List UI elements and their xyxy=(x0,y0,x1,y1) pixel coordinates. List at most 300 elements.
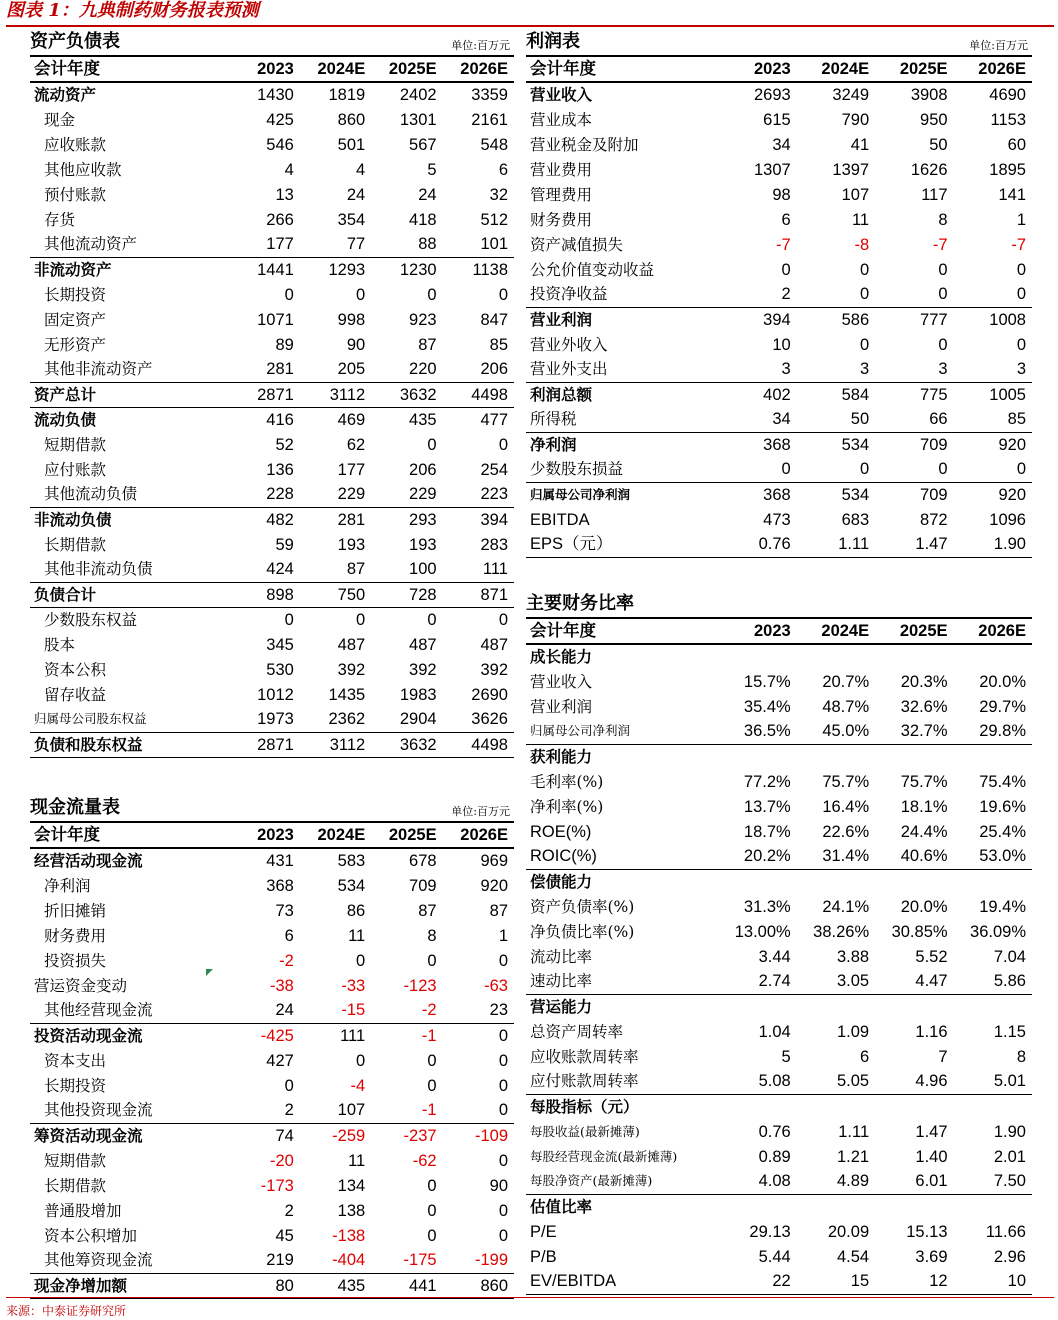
cash_flow-cell: -138 xyxy=(332,1226,366,1245)
ratios-cell xyxy=(875,1194,953,1219)
ratios-cell: 2.01 xyxy=(993,1147,1026,1166)
income_statement-year-1: 2024E xyxy=(797,56,875,82)
balance_sheet-cell: 392 xyxy=(480,660,508,679)
ratios-row-label: 每股收益(最新摊薄) xyxy=(530,1123,640,1139)
ratios-row-label: ROE(%) xyxy=(530,822,592,841)
ratios-cell xyxy=(718,1094,796,1119)
cash-flow-panel xyxy=(30,795,514,1299)
income_statement-cell: 683 xyxy=(841,510,870,529)
balance_sheet-cell: 0 xyxy=(284,285,294,304)
balance_sheet-cell: 424 xyxy=(228,557,299,582)
ratios-cell: 1.90 xyxy=(993,1122,1026,1141)
balance_sheet-year-1: 2024E xyxy=(300,56,371,82)
ratios-row xyxy=(526,694,1032,719)
balance-sheet-table xyxy=(30,55,514,758)
income_statement-row xyxy=(526,382,1032,407)
cash_flow-cell: 8 xyxy=(427,926,437,945)
ratios-row-label: 成长能力 xyxy=(530,647,593,666)
balance_sheet-cell: 548 xyxy=(480,135,508,154)
cash_flow-row xyxy=(30,1198,514,1223)
income_statement-cell: 1153 xyxy=(990,110,1026,129)
balance_sheet-row-label: 负债和股东权益 xyxy=(30,732,228,757)
balance_sheet-row-label: 其他流动资产 xyxy=(30,232,228,257)
ratios-cell: 24.4% xyxy=(900,822,948,841)
balance_sheet-cell: 0 xyxy=(498,435,508,454)
cash_flow-cell: -1 xyxy=(371,1098,442,1123)
cash_flow-cell: 87 xyxy=(418,901,437,920)
income_statement-row-label: 所得税 xyxy=(526,407,718,432)
income_statement-cell: 141 xyxy=(998,185,1026,204)
ratios-cell xyxy=(718,869,796,894)
cash_flow-cell: 0 xyxy=(498,1226,508,1245)
income_statement-row xyxy=(526,82,1032,107)
cash_flow-cell: -175 xyxy=(371,1248,442,1273)
ratios-row-label: 营运能力 xyxy=(530,996,593,1016)
ratios-row-label: P/B xyxy=(530,1247,557,1266)
cash-flow-title: 现金流量表 xyxy=(30,797,120,818)
income_statement-cell: 3 xyxy=(718,357,796,382)
income_statement-row-label: 营业费用 xyxy=(530,160,593,179)
balance_sheet-row xyxy=(30,207,514,232)
balance_sheet-cell: 4 xyxy=(356,160,366,179)
income_statement-cell: 34 xyxy=(718,407,796,432)
ratios-row xyxy=(526,1019,1032,1044)
ratios-row-label: 速动比率 xyxy=(526,969,718,994)
ratios-row xyxy=(526,744,1032,769)
balance_sheet-cell: 101 xyxy=(443,232,514,257)
balance_sheet-cell: 0 xyxy=(356,610,366,629)
balance_sheet-cell: 281 xyxy=(228,357,299,382)
cash_flow-row-label: 财务费用 xyxy=(44,926,107,945)
balance_sheet-row-label: 资产总计 xyxy=(30,382,228,407)
ratios-cell xyxy=(875,994,953,1019)
balance_sheet-cell: 85 xyxy=(489,335,508,354)
ratios-cell: 25.4% xyxy=(979,822,1026,841)
cash_flow-cell: 90 xyxy=(489,1176,508,1195)
income_statement-cell: -7 xyxy=(776,235,791,254)
cash_flow-row xyxy=(30,1073,514,1098)
ratios-row xyxy=(526,844,1032,869)
balance_sheet-cell: 860 xyxy=(337,110,366,129)
cash_flow-cell: 427 xyxy=(266,1051,294,1070)
balance_sheet-cell: 24 xyxy=(346,185,366,204)
ratios-cell: 3.05 xyxy=(797,969,875,994)
ratios-cell: 20.0% xyxy=(979,672,1026,691)
ratios-header-label: 会计年度 xyxy=(526,618,718,644)
balance_sheet-cell: 100 xyxy=(371,557,442,582)
ratios-row-label: 获利能力 xyxy=(530,746,593,766)
income_statement-cell: 586 xyxy=(841,310,870,329)
income_statement-cell: 872 xyxy=(920,510,948,529)
balance_sheet-cell: 477 xyxy=(480,410,508,429)
ratios-cell xyxy=(954,644,1032,669)
balance_sheet-row xyxy=(30,82,514,107)
income_statement-row-label: 营业收入 xyxy=(530,85,593,104)
balance_sheet-row xyxy=(30,382,514,407)
ratios-cell: 18.7% xyxy=(743,822,791,841)
cash_flow-row-label: 折旧摊销 xyxy=(44,901,107,920)
income_statement-cell: 402 xyxy=(763,385,791,404)
comment-marker-icon xyxy=(206,969,213,976)
income_statement-row-label: 财务费用 xyxy=(530,210,593,229)
cash_flow-cell: -15 xyxy=(300,998,371,1023)
income_statement-cell: 2 xyxy=(718,282,796,307)
ratios-cell: 3.88 xyxy=(837,947,870,966)
cash_flow-cell: 0 xyxy=(427,1201,437,1220)
cash_flow-cell: -109 xyxy=(474,1126,508,1145)
bottom-rule xyxy=(6,1297,1054,1298)
cash_flow-cell: 920 xyxy=(480,876,508,895)
ratios-row-label: 资产负债率(%) xyxy=(530,897,635,916)
balance_sheet-row-label: 负债合计 xyxy=(30,582,228,607)
balance_sheet-row xyxy=(30,357,514,382)
cash_flow-cell: 0 xyxy=(427,1051,437,1070)
ratios-cell: 5.52 xyxy=(915,947,948,966)
cash_flow-row-label: 短期借款 xyxy=(44,1151,107,1170)
income_statement-cell: 0 xyxy=(718,457,796,482)
income_statement-row xyxy=(526,232,1032,257)
cash_flow-cell: 678 xyxy=(409,852,437,870)
income_statement-year-2: 2025E xyxy=(875,56,953,82)
income_statement-cell: 0 xyxy=(954,282,1032,307)
cash_flow-row xyxy=(30,923,514,948)
cash_flow-cell: 134 xyxy=(337,1176,366,1195)
ratios-cell: 15 xyxy=(797,1269,875,1294)
ratios-cell: 4.89 xyxy=(797,1169,875,1194)
income_statement-header-label: 会计年度 xyxy=(526,56,718,82)
ratios-year-0: 2023 xyxy=(718,618,796,644)
income_statement-cell: 615 xyxy=(763,110,791,129)
balance_sheet-cell: 229 xyxy=(300,482,371,507)
ratios-cell: 1.11 xyxy=(838,1122,870,1141)
income_statement-cell: 117 xyxy=(921,185,948,204)
ratios-cell xyxy=(954,1194,1032,1219)
balance_sheet-cell: 728 xyxy=(371,582,442,607)
ratios-cell: 24.1% xyxy=(822,897,870,916)
cash_flow-cell: 1 xyxy=(498,926,508,945)
income-statement-table xyxy=(526,55,1032,558)
income_statement-cell: 8 xyxy=(938,210,948,229)
ratios-cell: 45.0% xyxy=(797,719,875,744)
income_statement-row-label: 净利润 xyxy=(530,434,577,454)
cash_flow-row-label: 资本公积增加 xyxy=(44,1226,138,1245)
cash_flow-cell: -425 xyxy=(260,1026,294,1045)
ratios-row-label: 应收账款周转率 xyxy=(530,1047,639,1066)
ratios-cell xyxy=(797,744,875,769)
cash_flow-year-0: 2023 xyxy=(228,822,299,848)
income_statement-cell: 0 xyxy=(938,260,948,279)
income_statement-cell: 107 xyxy=(841,185,870,204)
ratios-cell: 4.96 xyxy=(875,1069,953,1094)
balance_sheet-cell: 2362 xyxy=(300,707,371,732)
income_statement-cell: 50 xyxy=(929,135,948,154)
balance_sheet-cell: 77 xyxy=(300,232,371,257)
income_statement-cell: 0 xyxy=(875,457,953,482)
balance_sheet-row-label: 现金 xyxy=(44,110,76,129)
balance_sheet-cell: 2871 xyxy=(228,382,299,407)
income_statement-cell: 41 xyxy=(850,135,870,154)
balance_sheet-row xyxy=(30,582,514,607)
balance_sheet-cell: 3632 xyxy=(371,732,442,757)
balance_sheet-row xyxy=(30,482,514,507)
ratios-cell: 32.7% xyxy=(875,719,953,744)
ratios-cell: 1.47 xyxy=(915,1122,948,1141)
balance_sheet-cell: 0 xyxy=(356,285,366,304)
balance_sheet-cell: 416 xyxy=(266,410,294,429)
balance_sheet-row-label: 应付账款 xyxy=(44,460,107,479)
income-statement-panel xyxy=(526,29,1032,558)
ratios-table xyxy=(526,617,1032,1295)
ratios-cell: 13.00% xyxy=(734,922,791,941)
balance_sheet-cell: 59 xyxy=(275,535,294,554)
ratios-row-label: 归属母公司净利润 xyxy=(526,719,718,744)
balance_sheet-row-label: 留存收益 xyxy=(44,685,107,704)
balance_sheet-cell: 0 xyxy=(427,285,437,304)
ratios-cell: 0.76 xyxy=(758,1122,791,1141)
balance_sheet-row xyxy=(30,557,514,582)
ratios-cell: 15.13 xyxy=(906,1222,948,1241)
cash_flow-row-label: 投资损失 xyxy=(44,951,107,970)
ratios-cell: 38.26% xyxy=(813,922,870,941)
balance_sheet-row-label: 预付账款 xyxy=(44,185,107,204)
cash_flow-cell: -20 xyxy=(269,1151,294,1170)
income_statement-cell: 368 xyxy=(763,435,791,454)
income_statement-cell: 1005 xyxy=(989,385,1026,404)
income_statement-cell: 584 xyxy=(841,385,870,404)
cash_flow-cell: 435 xyxy=(300,1273,371,1298)
ratios-cell xyxy=(954,869,1032,894)
balance_sheet-cell: 5 xyxy=(427,160,437,179)
cash_flow-row xyxy=(30,1098,514,1123)
cash_flow-cell: 86 xyxy=(346,901,366,920)
ratios-cell: 40.6% xyxy=(875,844,953,869)
balance_sheet-cell: 0 xyxy=(427,610,437,629)
income_statement-cell: 66 xyxy=(875,407,953,432)
income_statement-cell: 0 xyxy=(938,335,948,354)
cash_flow-cell: 0 xyxy=(498,1051,508,1070)
ratios-cell xyxy=(797,869,875,894)
income_statement-cell: 0.76 xyxy=(718,532,796,557)
cash_flow-cell: 0 xyxy=(498,1151,508,1170)
ratios-row xyxy=(526,1094,1032,1119)
income_statement-row xyxy=(526,132,1032,157)
cash_flow-cell: -1 xyxy=(421,1026,437,1045)
ratios-cell: 36.09% xyxy=(970,922,1026,941)
balance_sheet-row-label: 存货 xyxy=(44,210,76,229)
ratios-row xyxy=(526,919,1032,944)
balance_sheet-row-label: 非流动资产 xyxy=(34,259,112,279)
balance_sheet-cell: 2871 xyxy=(228,732,299,757)
ratios-cell xyxy=(797,994,875,1019)
cash_flow-row xyxy=(30,898,514,923)
ratios-row-label: EV/EBITDA xyxy=(526,1269,718,1294)
income_statement-cell: 920 xyxy=(998,485,1026,504)
balance_sheet-row xyxy=(30,657,514,682)
ratios-cell: 13.7% xyxy=(743,797,791,816)
cash_flow-row xyxy=(30,1123,514,1148)
cash_flow-cell: -173 xyxy=(260,1176,294,1195)
balance_sheet-cell: 2402 xyxy=(399,86,437,104)
ratios-cell xyxy=(954,1094,1032,1119)
income_statement-cell: 1.47 xyxy=(875,532,953,557)
balance_sheet-cell: 847 xyxy=(480,310,508,329)
income_statement-cell: 0 xyxy=(1016,260,1026,279)
ratios-cell: 10 xyxy=(954,1269,1032,1294)
cash_flow-cell: 2 xyxy=(228,1098,299,1123)
balance_sheet-cell: 177 xyxy=(337,460,366,479)
cash_flow-row-label: 长期借款 xyxy=(44,1176,107,1195)
ratios-cell xyxy=(718,644,796,669)
balance_sheet-cell: 923 xyxy=(409,310,437,329)
ratios-row-label: 毛利率(%) xyxy=(530,772,604,791)
balance_sheet-row xyxy=(30,457,514,482)
cash-flow-unit: 单位:百万元 xyxy=(451,805,510,818)
balance_sheet-row xyxy=(30,157,514,182)
cash-flow-header xyxy=(30,795,514,821)
cash_flow-row-label: 筹资活动现金流 xyxy=(34,1125,143,1145)
ratios-cell: 30.85% xyxy=(891,922,948,941)
ratios-cell: 77.2% xyxy=(743,772,791,791)
balance_sheet-row xyxy=(30,682,514,707)
balance_sheet-cell: 88 xyxy=(371,232,442,257)
balance_sheet-row-label: 其他非流动资产 xyxy=(30,357,228,382)
ratios-cell: 29.7% xyxy=(979,697,1026,716)
ratios-title: 主要财务比率 xyxy=(526,593,634,614)
ratios-year-1: 2024E xyxy=(797,618,875,644)
cash_flow-cell: 534 xyxy=(337,876,366,895)
balance_sheet-cell: 2161 xyxy=(471,110,508,129)
cash_flow-cell: 73 xyxy=(275,901,294,920)
ratios-cell xyxy=(954,744,1032,769)
cash_flow-cell: 0 xyxy=(427,951,437,970)
cash_flow-row xyxy=(30,873,514,898)
cash_flow-cell: -63 xyxy=(484,976,508,995)
cash_flow-row xyxy=(30,1173,514,1198)
cash_flow-row-label: 其他经营现金流 xyxy=(30,998,228,1023)
cash_flow-row-label: 其他投资现金流 xyxy=(30,1098,228,1123)
cash_flow-cell: -123 xyxy=(403,976,437,995)
income_statement-row-label: 资产减值损失 xyxy=(530,235,624,254)
ratios-cell: 5.44 xyxy=(758,1247,791,1266)
ratios-cell: 1.04 xyxy=(758,1022,791,1041)
income_statement-cell: 1 xyxy=(1016,210,1026,229)
balance_sheet-cell: 3359 xyxy=(471,86,508,104)
title-rule xyxy=(6,25,1054,27)
ratios-cell: 19.4% xyxy=(979,897,1026,916)
income_statement-cell: 1.11 xyxy=(797,532,875,557)
cash_flow-cell: 0 xyxy=(356,1051,366,1070)
cash_flow-row-label: 营运资金变动 xyxy=(34,976,128,995)
cash_flow-row xyxy=(30,1248,514,1273)
cash_flow-cell: 709 xyxy=(409,876,437,895)
income_statement-cell: 775 xyxy=(920,385,948,404)
cash_flow-row-label: 现金净增加额 xyxy=(30,1273,228,1298)
balance_sheet-cell: 898 xyxy=(228,582,299,607)
balance_sheet-cell: 487 xyxy=(480,635,508,654)
ratios-row xyxy=(526,1119,1032,1144)
ratios-row-label: 净负债比率(%) xyxy=(530,922,635,941)
balance_sheet-row-label: 长期借款 xyxy=(44,535,107,554)
balance_sheet-row-label: 流动资产 xyxy=(34,85,97,104)
cash_flow-cell: -199 xyxy=(443,1248,514,1273)
ratios-cell: 75.4% xyxy=(979,772,1026,791)
income_statement-cell: 3 xyxy=(797,357,875,382)
cash_flow-row xyxy=(30,1148,514,1173)
balance_sheet-cell: 111 xyxy=(443,557,514,582)
balance_sheet-cell: 1819 xyxy=(328,86,366,104)
balance_sheet-cell: 281 xyxy=(337,510,366,529)
ratios-row xyxy=(526,769,1032,794)
income_statement-row-label: 利润总额 xyxy=(530,384,593,404)
balance_sheet-cell: 52 xyxy=(275,435,294,454)
balance_sheet-cell: 90 xyxy=(346,335,366,354)
income_statement-row-label: 管理费用 xyxy=(530,185,593,204)
income_statement-cell: 534 xyxy=(841,485,870,504)
income_statement-cell: 1.90 xyxy=(954,532,1032,557)
cash_flow-header-row xyxy=(30,822,514,848)
cash_flow-cell: 583 xyxy=(337,852,366,870)
ratios-cell: 20.2% xyxy=(718,844,796,869)
ratios-cell: 11.66 xyxy=(985,1222,1026,1241)
income_statement-cell: 98 xyxy=(772,185,791,204)
balance_sheet-header-label: 会计年度 xyxy=(30,56,228,82)
ratios-cell: 75.7% xyxy=(822,772,870,791)
ratios-cell: 1.16 xyxy=(915,1022,948,1041)
cash_flow-header-label: 会计年度 xyxy=(30,822,228,848)
cash_flow-cell: 80 xyxy=(228,1273,299,1298)
income_statement-cell: 3 xyxy=(954,357,1032,382)
balance_sheet-cell: 2690 xyxy=(471,685,508,704)
balance_sheet-cell: 177 xyxy=(228,232,299,257)
cash_flow-cell: 24 xyxy=(228,998,299,1023)
income_statement-cell: 0 xyxy=(859,260,870,279)
balance_sheet-cell: 3112 xyxy=(300,382,371,407)
balance_sheet-row-label: 其他流动负债 xyxy=(30,482,228,507)
income_statement-row xyxy=(526,507,1032,532)
income_statement-cell: 11 xyxy=(851,210,870,229)
ratios-cell: 5.05 xyxy=(797,1069,875,1094)
cash_flow-cell: -404 xyxy=(300,1248,371,1273)
ratios-row xyxy=(526,969,1032,994)
income_statement-cell: 0 xyxy=(859,335,870,354)
balance_sheet-cell: 435 xyxy=(409,410,437,429)
income_statement-cell: -7 xyxy=(1011,235,1026,254)
balance_sheet-cell: 4 xyxy=(284,160,294,179)
balance_sheet-row-label: 固定资产 xyxy=(44,310,107,329)
balance_sheet-cell: 228 xyxy=(228,482,299,507)
ratios-year-3: 2026E xyxy=(954,618,1032,644)
cash_flow-cell: 11 xyxy=(348,926,366,945)
income_statement-cell: -7 xyxy=(932,235,948,254)
income_statement-row-label: 营业利润 xyxy=(530,309,593,329)
income_statement-cell: 34 xyxy=(772,135,791,154)
balance_sheet-row-label: 归属母公司股东权益 xyxy=(30,707,228,732)
ratios-row-label: 净利率(%) xyxy=(530,797,604,816)
balance_sheet-cell: 418 xyxy=(409,210,437,229)
income_statement-cell: 0 xyxy=(797,457,875,482)
ratios-header xyxy=(526,591,1032,617)
income_statement-cell: 60 xyxy=(1007,135,1026,154)
ratios-row xyxy=(526,1169,1032,1194)
ratios-row-label: 营业利润 xyxy=(530,697,593,716)
ratios-cell: 20.7% xyxy=(822,672,870,691)
ratios-row xyxy=(526,1194,1032,1219)
balance_sheet-row-label: 资本公积 xyxy=(44,660,107,679)
balance_sheet-cell: 1983 xyxy=(399,685,437,704)
balance_sheet-cell: 546 xyxy=(266,135,294,154)
ratios-cell xyxy=(718,1194,796,1219)
balance_sheet-row xyxy=(30,332,514,357)
